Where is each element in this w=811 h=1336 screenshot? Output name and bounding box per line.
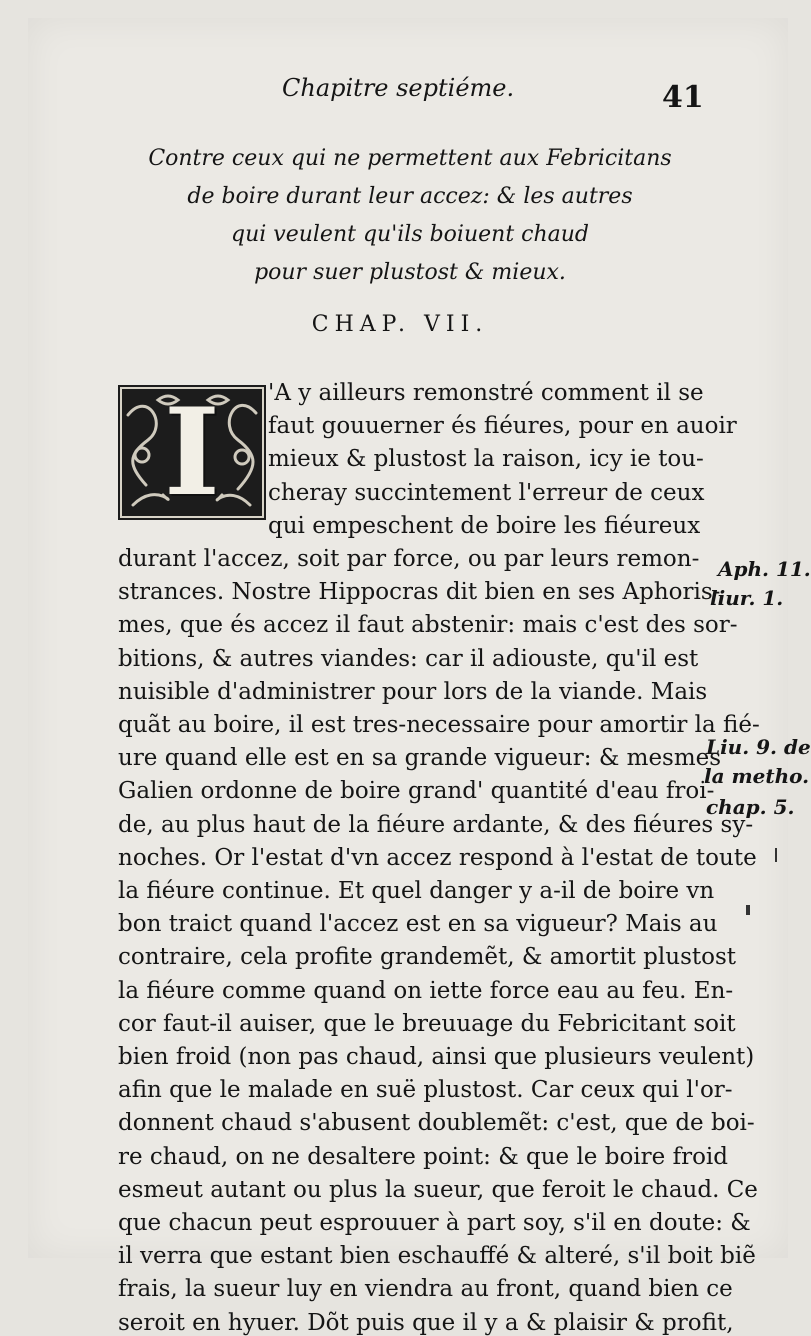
body-line: donnent chaud s'abusent doublemẽt: c'est, que de boi-	[118, 1110, 755, 1137]
body-line: nuisible d'administrer pour lors de la viande. Mais	[118, 678, 708, 705]
chapter-title-line: de boire durant leur accez: & les autres	[187, 184, 633, 209]
body-line: strances. Nostre Hippocras dit bien en ses Aphoris-	[118, 579, 721, 606]
ink-speck	[746, 905, 750, 915]
body-line: la fiéure continue. Et quel danger y a-il de boire vn	[118, 878, 715, 904]
margin-note: chap. 5.	[706, 795, 795, 819]
body-line: re chaud, on ne desaltere point: & que le boire froid	[118, 1143, 729, 1170]
page-number: 41	[662, 80, 704, 115]
margin-note: la metho.	[704, 764, 810, 788]
chapter-title-line: qui veulent qu'ils boiuent chaud	[230, 222, 590, 247]
body-line: qui empeschent de boire les fiéureux	[268, 512, 701, 539]
margin-note: Liu. 9. de	[706, 735, 811, 759]
body-line: de, au plus haut de la fiéure ardante, & des fiéures sy-	[118, 811, 754, 838]
body-line: 'A y ailleurs remonstré comment il se	[268, 380, 704, 406]
body-line: ure quand elle est en sa grande vigueur: & mesmes	[118, 745, 722, 772]
body-line: il verra que estant bien eschauffé & alteré, s'il boit biẽ	[118, 1243, 756, 1270]
chapter-title-line: Contre ceux qui ne permettent aux Febricitans	[148, 146, 672, 171]
ink-speck	[775, 848, 777, 862]
body-line: bitions, & autres viandes: car il adiouste, qu'il est	[118, 645, 699, 672]
body-line: Galien ordonne de boire grand' quantité d'eau froi-	[118, 778, 715, 805]
body-line: afin que le malade en suë plustost. Car ceux qui l'or-	[118, 1077, 733, 1104]
body-line: faut gouuerner és fiéures, pour en auoir	[268, 413, 737, 440]
body-line: esmeut autant ou plus la sueur, que feroit le chaud. Ce	[118, 1176, 758, 1203]
margin-note: liur. 1.	[710, 586, 784, 610]
body-line: bon traict quand l'accez est en sa vigueur? Mais au	[118, 911, 718, 938]
body-line: noches. Or l'estat d'vn accez respond à l'estat de toute	[118, 844, 757, 871]
body-line: contraire, cela profite grandemẽt, & amortit plustost	[118, 944, 737, 971]
chapter-title-line: pour suer plustost & mieux.	[254, 260, 566, 285]
body-line: que chacun peut esprouuer à part soy, s'il en doute: &	[118, 1210, 751, 1236]
body-line: mieux & plustost la raison, icy ie tou-	[268, 446, 704, 473]
body-line: seroit en hyuer. Dõt puis que il y a & plaisir & profit,	[118, 1309, 734, 1336]
body-line: la fiéure comme quand on iette force eau au feu. En-	[118, 977, 734, 1004]
body-line: quãt au boire, il est tres-necessaire pour amortir la fié-	[118, 712, 760, 738]
body-line: frais, la sueur luy en viendra au front, quand bien ce	[118, 1276, 733, 1303]
body-line: bien froid (non pas chaud, ainsi que plusieurs veulent)	[118, 1044, 755, 1070]
margin-note: Aph. 11.	[718, 557, 811, 581]
body-line: mes, que és accez il faut abstenir: mais c'est des sor-	[118, 612, 738, 639]
initial-letter: I	[163, 382, 221, 523]
decorated-initial	[118, 382, 266, 523]
body-line: cor faut-il auiser, que le breuuage du Febricitant soit	[118, 1010, 736, 1037]
chapter-label: CHAP. VII.	[311, 312, 489, 337]
chapter-title	[110, 140, 710, 292]
body-line: durant l'accez, soit par force, ou par leurs remon-	[118, 546, 700, 572]
running-head: Chapitre septiéme.	[282, 74, 515, 102]
body-line: cheray succintement l'erreur de ceux	[268, 479, 705, 506]
